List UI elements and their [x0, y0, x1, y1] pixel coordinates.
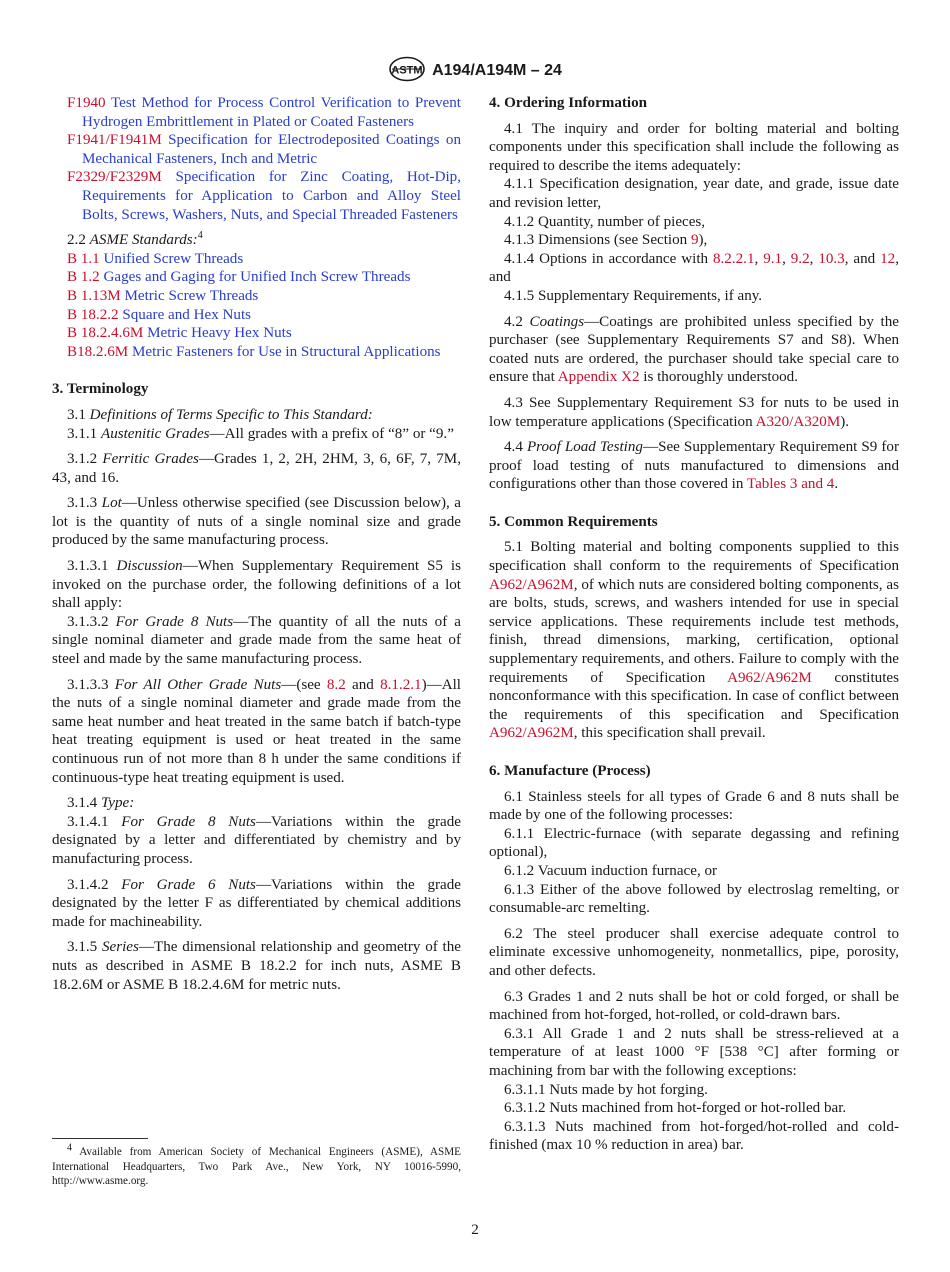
- cross-reference-link[interactable]: A962/A962M: [727, 669, 812, 686]
- cross-reference-link[interactable]: 10.3: [818, 250, 845, 267]
- paragraph: 6.2 The steel producer shall exercise adequate control to eliminate excessive unhomogeneity, nonmetallics, pipe, porosity, and other defects.: [489, 925, 899, 979]
- paragraph: 4.1.5 Supplementary Requirements, if any.: [504, 287, 763, 304]
- paragraph: 3.1 Definitions of Terms Specific to This Standard:: [67, 406, 373, 423]
- paragraph: 4.2 Coatings—Coatings are prohibited unless specified by the purchaser (see Supplementary Requirements S7 and S8). When coated nuts are ordered, the purchaser should take special care to ensure that Appendix X2 is thoroughly understood.: [489, 313, 899, 386]
- paragraph: 4.1.3 Dimensions (see Section 9),: [504, 232, 708, 249]
- reference-item[interactable]: B 1.1 Unified Screw Threads: [67, 250, 244, 267]
- reference-item[interactable]: [52, 168, 461, 224]
- reference-item[interactable]: B 1.13M Metric Screw Threads: [67, 287, 259, 304]
- reference-title[interactable]: Specification for Electrodeposited Coatings on Mechanical Fasteners, Inch and Metric: [82, 132, 461, 167]
- paragraph: 3.1.3.1 Discussion—When Supplementary Requirement S5 is invoked on the purchase order, the following definitions of a lot shall apply:: [52, 558, 461, 612]
- cross-reference-link[interactable]: A320/A320M: [755, 413, 841, 430]
- paragraph: 4.1.1 Specification designation, year date, and grade, issue date and revision letter,: [489, 176, 899, 211]
- reference-item[interactable]: B 1.2 Gages and Gaging for Unified Inch Screw Threads: [67, 269, 411, 286]
- paragraph: 6.3.1.1 Nuts made by hot forging.: [504, 1081, 708, 1098]
- paragraph: 3.1.4 Type:: [67, 795, 135, 812]
- cross-reference-link[interactable]: 9.1: [763, 250, 783, 267]
- asme-standards-heading: 2.2 ASME Standards:$^4$: [67, 230, 203, 249]
- cross-reference-link[interactable]: 12: [880, 250, 896, 267]
- section-heading: 4. Ordering Information: [489, 95, 648, 111]
- cross-reference-link[interactable]: 8.2.2.1: [712, 250, 755, 267]
- designation: A194/A194M – 24: [432, 62, 562, 79]
- cross-reference-link[interactable]: Tables 3 and 4: [746, 476, 835, 493]
- paragraph: 6.1.1 Electric-furnace (with separate degassing and refining optional),: [489, 825, 899, 861]
- paragraph: 4.1.4 Options in accordance with 8.2.2.1, 9.1, 9.2, 10.3, and 12, and: [489, 250, 899, 286]
- reference-item[interactable]: B18.2.6M Metric Fasteners for Use in Structural Applications: [67, 343, 441, 360]
- paragraph: 6.1.3 Either of the above followed by electroslag remelting, or consumable-arc remelting.: [489, 881, 899, 917]
- cross-reference-link[interactable]: A962/A962M: [489, 725, 574, 742]
- reference-item[interactable]: [52, 94, 461, 131]
- paragraph: 4.1 The inquiry and order for bolting material and bolting components under this specification shall include the following as required to describe the items adequately:: [489, 120, 899, 174]
- reference-item[interactable]: B 18.2.2 Square and Hex Nuts: [67, 306, 252, 323]
- paragraph: 4.1.2 Quantity, number of pieces,: [504, 213, 706, 230]
- paragraph: 6.3.1.2 Nuts machined from hot-forged or hot-rolled bar.: [504, 1100, 847, 1117]
- reference-code[interactable]: F2329/F2329M: [67, 169, 162, 186]
- paragraph: 6.3 Grades 1 and 2 nuts shall be hot or cold forged, or shall be machined from hot-forged, hot-rolled, or cold-drawn bars.: [489, 988, 899, 1024]
- cross-reference-link[interactable]: Appendix X2: [557, 369, 640, 386]
- paragraph: 3.1.1 Austenitic Grades—All grades with a prefix of “8” or “9.”: [67, 425, 454, 442]
- paragraph: 3.1.3.3 For All Other Grade Nuts—(see 8.2 and 8.1.2.1)—All the nuts of a single nominal diameter and grade made from the same heat number and heat treated in the same batch if batch-type heat treating equipment is used or heat treated in the same continuous run of not more than 8 h under the same conditions if continuous-type heat treating equipment is used.: [52, 676, 462, 786]
- logo-text: ASTM: [391, 64, 423, 77]
- paragraph: 3.1.4.2 For Grade 6 Nuts—Variations within the grade designated by the letter F as differentiated by chemical additions made for machineability.: [52, 876, 461, 930]
- paragraph: 3.1.5 Series—The dimensional relationship and geometry of the nuts as described in ASME B 18.2.2 for inch nuts, ASME B 18.2.6M or ASME B 18.2.4.6M for metric nuts.: [52, 939, 461, 993]
- paragraph: 6.1 Stainless steels for all types of Grade 6 and 8 nuts shall be made by one of the following processes:: [489, 788, 899, 824]
- cross-reference-link[interactable]: 8.1.2.1: [380, 676, 422, 693]
- right-column: [489, 94, 899, 1155]
- reference-title[interactable]: Test Method for Process Control Verification to Prevent Hydrogen Embrittlement in Plated or Coated Fasteners: [82, 95, 461, 130]
- paragraph: 6.3.1.3 Nuts machined from hot-forged/hot-rolled and cold-finished (max 10 % reduction in area) bar.: [489, 1118, 899, 1154]
- page-header: [0, 56, 950, 82]
- reference-item[interactable]: B 18.2.4.6M Metric Heavy Hex Nuts: [67, 325, 292, 342]
- reference-title[interactable]: Specification for Zinc Coating, Hot-Dip, Requirements for Application to Carbon and Alloy Steel Bolts, Screws, Washers, Nuts, and Special Threaded Fasteners: [82, 169, 461, 223]
- paragraph: 3.1.2 Ferritic Grades—Grades 1, 2, 2H, 2HM, 3, 6, 6F, 7, 7M, 43, and 16.: [52, 451, 461, 486]
- paragraph: 4.3 See Supplementary Requirement S3 for nuts to be used in low temperature applications (Specification A320/A320M).: [489, 394, 899, 430]
- page-number: 2: [471, 1222, 479, 1238]
- astm-logo-icon: [388, 56, 426, 82]
- paragraph: 3.1.4.1 For Grade 8 Nuts—Variations within the grade designated by a letter and differentiated by chemistry and by manufacturing process.: [52, 813, 461, 867]
- reference-item[interactable]: [52, 131, 461, 168]
- paragraph: 6.1.2 Vacuum induction furnace, or: [504, 862, 718, 879]
- section-heading: 3. Terminology: [52, 381, 149, 398]
- paragraph: 6.3.1 All Grade 1 and 2 nuts shall be stress-relieved at a temperature of at least 1000 °F [538 °C] after forming or machining from bar with the following exceptions:: [489, 1025, 899, 1079]
- paragraph: 3.1.3 Lot—Unless otherwise specified (see Discussion below), a lot is the quantity of nuts of a single nominal size and grade produced by the same manufacturing process.: [52, 495, 461, 549]
- footnote-divider: [52, 1138, 148, 1139]
- footnote: $^4$ Available from American Society of Mechanical Engineers (ASME), ASME International Headquarters, Two Park Ave., New York, NY 10016-5990, http://www.asme.org.: [52, 1142, 461, 1188]
- cross-reference-link[interactable]: 9: [690, 232, 699, 249]
- reference-code[interactable]: F1941/F1941M: [67, 132, 162, 149]
- left-column: [52, 94, 461, 994]
- paragraph: 3.1.3.2 For Grade 8 Nuts—The quantity of all the nuts of a single nominal diameter and grade made from the same heat of steel and made by the same manufacturing process.: [52, 613, 461, 668]
- reference-code[interactable]: F1940: [67, 95, 106, 111]
- cross-reference-link[interactable]: A962/A962M: [489, 576, 574, 593]
- cross-reference-link[interactable]: 9.2: [790, 250, 810, 267]
- footnote-mark[interactable]: 4: [197, 230, 203, 242]
- section-heading: 6. Manufacture (Process): [489, 763, 651, 779]
- cross-reference-link[interactable]: 8.2: [326, 676, 346, 693]
- section-heading: 5. Common Requirements: [489, 513, 658, 530]
- paragraph: 5.1 Bolting material and bolting components supplied to this specification shall conform to the requirements of Specification A962/A962M, of which nuts are considered bolting components, as are bolts, studs, screws, and washers intended for use in special service applications. These requirements include test methods, finish, thread dimensions, marking, certification, optional supplementary requirements, and others. Failure to comply with the requirements of Specification A962/A962M constitutes nonconformance with this specification. In case of conflict between the requirements of this specification and Specification A962/A962M, this specification shall prevail.: [489, 539, 899, 742]
- paragraph: 4.4 Proof Load Testing—See Supplementary Requirement S9 for proof load testing of nuts manufactured to dimensions and configurations other than those covered in Tables 3 and 4.: [489, 439, 899, 493]
